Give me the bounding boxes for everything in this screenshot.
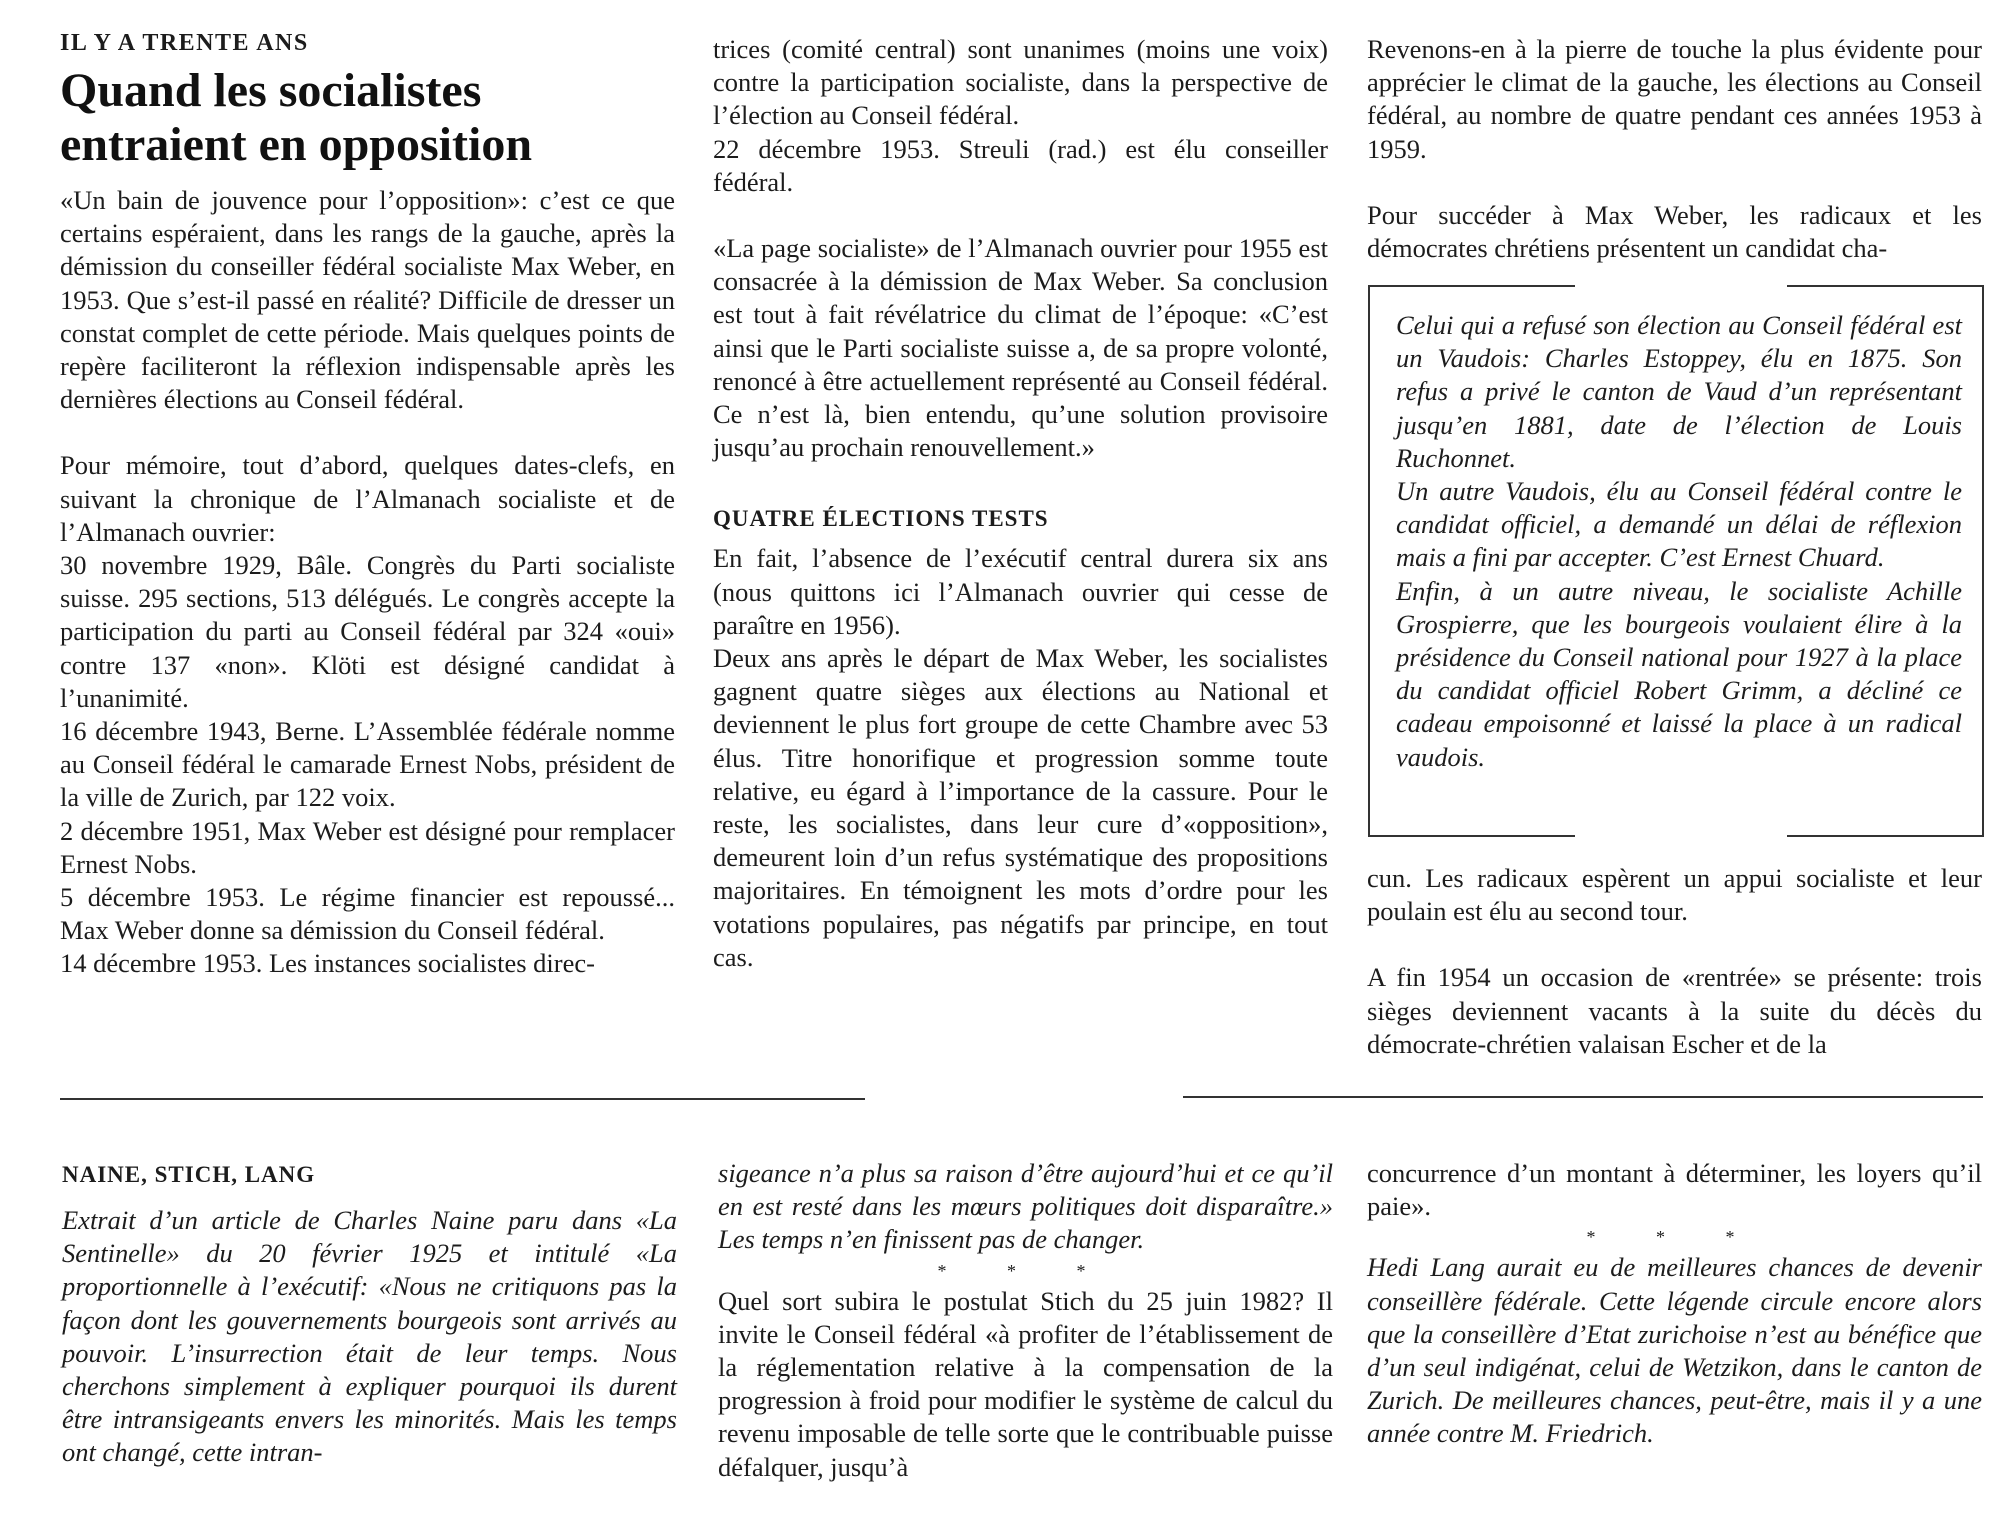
separator-stars: * * *: [1586, 1227, 1763, 1248]
intro-paragraph: «Un bain de jouvence pour l’opposition»: c’est ce que certains espéraient, dans les rangs de la gauche, après la démission du conseiller fédéral socialiste Max Weber, en 1953. Que s’est-il passé en réalité? Difficile de dresser un constat complet de cette période. Mais quelques points de repère faciliteront la réflexion indispensable après les dernières élections au Conseil fédéral.: [60, 185, 675, 415]
section-divider-left: [60, 1098, 865, 1100]
top-column-2: [713, 33, 1328, 974]
quote-paragraph: sigeance n’a plus sa raison d’être aujourd’hui et ce qu’il en est resté dans les mœurs politiques doit disparaître.» Les temps n’en finissent pas de changer.: [718, 1158, 1333, 1255]
body-paragraph: En fait, l’absence de l’exécutif central durera six ans (nous quittons ici l’Almanach ouvrier qui cesse de paraître en 1956).: [713, 543, 1328, 640]
date-entry: 2 décembre 1951, Max Weber est désigné pour remplacer Ernest Nobs.: [60, 815, 675, 879]
top-column-3: [1367, 33, 1982, 265]
section-heading: QUATRE ÉLECTIONS TESTS: [713, 506, 1049, 532]
body-paragraph: Pour mémoire, tout d’abord, quelques dates-clefs, en suivant la chronique de l’Almanach socialiste et de l’Almanach ouvrier:: [60, 450, 675, 547]
separator-stars: * * *: [937, 1260, 1114, 1281]
bottom-column-2: [718, 1157, 1333, 1484]
body-paragraph: Pour succéder à Max Weber, les radicaux et les démocrates chrétiens présentent un candidat cha-: [1367, 199, 1982, 264]
date-entry: 5 décembre 1953. Le régime financier est repoussé... Max Weber donne sa démission du Conseil fédéral.: [60, 882, 675, 946]
article-kicker: IL Y A TRENTE ANS: [60, 30, 309, 56]
top-column-1: [60, 28, 675, 981]
section-divider-right: [1183, 1096, 1983, 1098]
sidebar-box: [1368, 285, 1984, 837]
body-paragraph: «La page socialiste» de l’Almanach ouvrier pour 1955 est consacrée à la démission de Max Weber. Sa conclusion est tout à fait révélatrice du climat de l’époque: «C’est ainsi que le Parti socialiste suisse a, de sa propre volonté, renoncé à être actuellement représenté au Conseil fédéral. Ce n’est là, bien entendu, qu’une solution provisoire jusqu’au prochain renouvellement.»: [713, 233, 1328, 463]
date-entry: 30 novembre 1929, Bâle. Congrès du Parti socialiste suisse. 295 sections, 513 délégués. Le congrès accepte la participation du parti au Conseil fédéral par 324 «oui» contre 137 «non». Klöti est désigné candidat à l’unanimité.: [60, 550, 675, 713]
date-entry: 14 décembre 1953. Les instances socialistes direc-: [60, 948, 595, 979]
top-column-3-continued: [1367, 862, 1982, 1061]
body-paragraph: concurrence d’un montant à déterminer, les loyers qu’il paie».: [1367, 1158, 1982, 1222]
sidebar-paragraph: Celui qui a refusé son élection au Conseil fédéral est un Vaudois: Charles Estoppey, élu en 1875. Son refus a privé le canton de Vaud d’un représentant jusqu’en 1881, date de l’élection de Louis Ruchonnet.: [1396, 310, 1962, 473]
article-headline: Quand les socialistes entraient en opposition: [60, 64, 533, 171]
body-paragraph: A fin 1954 un occasion de «rentrée» se présente: trois sièges deviennent vacants à la suite du décès du démocrate-chrétien valaisan Escher et de la: [1367, 962, 1982, 1059]
body-paragraph: Quel sort subira le postulat Stich du 25 juin 1982? Il invite le Conseil fédéral «à profiter de l’établissement de la réglementation relative à la compensation de la progression à froid pour modifier le système de calcul du revenu imposable de telle sorte que le contribuable puisse défalquer, jusqu’à: [718, 1285, 1333, 1482]
date-entry: 22 décembre 1953. Streuli (rad.) est élu conseiller fédéral.: [713, 133, 1328, 197]
bottom-column-3: [1367, 1157, 1982, 1451]
section-heading: NAINE, STICH, LANG: [62, 1162, 316, 1187]
date-entry: 16 décembre 1943, Berne. L’Assemblée fédérale nomme au Conseil fédéral le camarade Ernest Nobs, président de la ville de Zurich, par 122 voix.: [60, 716, 675, 813]
bottom-column-1: [62, 1160, 677, 1470]
quote-paragraph: Extrait d’un article de Charles Naine paru dans «La Sentinelle» du 20 février 1925 et intitulé «La proportionnelle à l’exécutif: «Nous ne critiquons pas la façon dont les gouvernements bourgeois sont arrivés au pouvoir. L’insurrection était de leur temps. Nous cherchons simplement à expliquer pourquoi ils durent être intransigeants envers les minorités. Mais les temps ont changé, cette intran-: [62, 1205, 677, 1468]
anecdote-paragraph: Hedi Lang aurait eu de meilleures chances de devenir conseillère fédérale. Cette légende circule encore alors que la conseillère d’Etat zurichoise n’est au bénéfice que d’un seul indigénat, celui de Wetzikon, dans le canton de Zurich. De meilleures chances, peut-être, mais il y a une année contre M. Friedrich.: [1367, 1252, 1982, 1449]
body-paragraph: cun. Les radicaux espèrent un appui socialiste et leur poulain est élu au second tour.: [1367, 863, 1982, 927]
body-paragraph: Deux ans après le départ de Max Weber, les socialistes gagnent quatre sièges aux élections au National et deviennent le plus fort groupe de cette Chambre avec 53 élus. Titre honorifique et progression somme toute relative, eu égard à l’importance de la cassure. Pour le reste, les socialistes, dans leur cure d’«opposition», demeurent loin d’un refus systématique des propositions majoritaires. En témoignent les mots d’ordre pour les votations populaires, pas négatifs par principe, en tout cas.: [713, 643, 1328, 972]
body-paragraph: Revenons-en à la pierre de touche la plus évidente pour apprécier le climat de la gauche, les élections au Conseil fédéral, au nombre de quatre pendant ces années 1953 à 1959.: [1367, 34, 1982, 164]
date-entry: trices (comité central) sont unanimes (moins une voix) contre la participation socialiste, dans la perspective de l’élection au Conseil fédéral.: [713, 34, 1328, 131]
sidebar-paragraph: Enfin, à un autre niveau, le socialiste Achille Grospierre, que les bourgeois voulaient élire à la présidence du Conseil national pour 1927 à la place du candidat officiel Robert Grimm, a décliné ce cadeau empoisonné et laissé la place à un radical vaudois.: [1396, 575, 1962, 772]
sidebar-paragraph: Un autre Vaudois, élu au Conseil fédéral contre le candidat officiel, a demandé un délai de réflexion mais a fini par accepter. C’est Ernest Chuard.: [1396, 476, 1962, 573]
sidebar-box-text: [1396, 309, 1962, 774]
